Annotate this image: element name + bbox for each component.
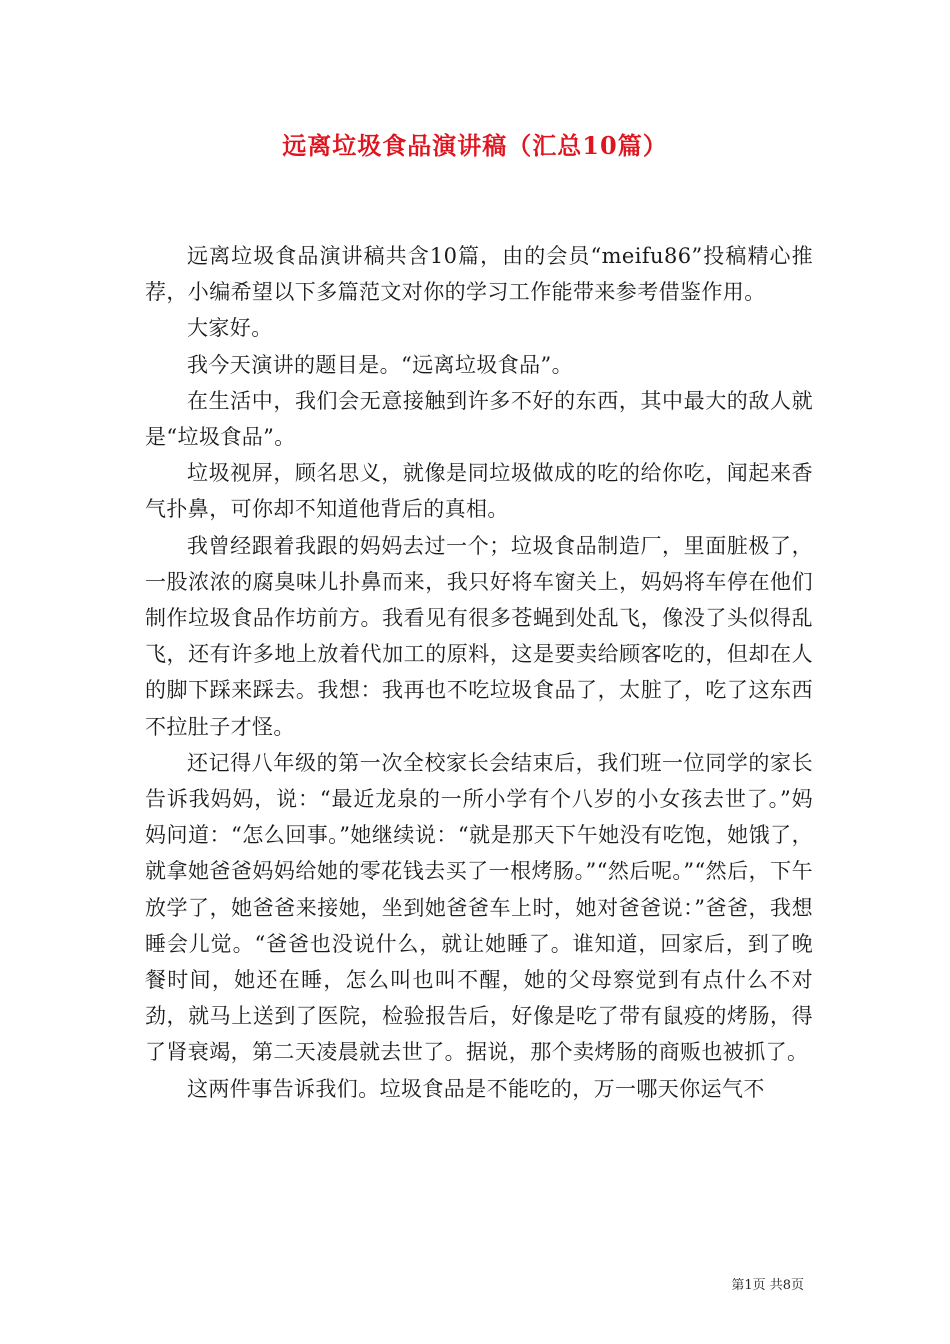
paragraph-intro: 远离垃圾食品演讲稿共含10篇，由的会员“meifu86”投稿精心推荐，小编希望以下多篇范文对你的学习工作能带来参考借鉴作用。: [145, 244, 813, 305]
paragraph-conclusion: 这两件事告诉我们。垃圾食品是不能吃的，万一哪天你运气不: [187, 1076, 765, 1101]
paragraph-greeting: 大家好。: [187, 316, 273, 341]
paragraph-story: 还记得八年级的第一次全校家长会结束后，我们班一位同学的家长告诉我妈妈，说：“最近龙泉的一所小学有个八岁的小女孩去世了。”妈妈问道：“怎么回事。”她继续说：“就是那天下午她没有吃饱，她饿了，就拿她爸爸妈妈给她的零花钱去买了一根烤肠。”“然后呢。”“然后，下午放学了，她爸爸来接她，坐到她爸爸车上时，她对爸爸说：”爸爸，我想睡会儿觉。“爸爸也没说什么，就让她睡了。谁知道，回家后，到了晚餐时间，她还在睡，怎么叫也叫不醒，她的父母察觉到有点什么不对劲，就马上送到了医院，检验报告后，好像是吃了带有鼠疫的烤肠，得了肾衰竭，第二天凌晨就去世了。据说，那个卖烤肠的商贩也被抓了。: [145, 750, 813, 1065]
page-number: 第1页 共8页: [731, 1278, 804, 1293]
paragraph-enemy: 在生活中，我们会无意接触到许多不好的东西，其中最大的敌人就是“垃圾食品”。: [145, 388, 813, 450]
document-body: [145, 238, 813, 1107]
paragraph-factory: 我曾经跟着我跟的妈妈去过一个；垃圾食品制造厂，里面脏极了，一股浓浓的腐臭味儿扑鼻而来，我只好将车窗关上，妈妈将车停在他们制作垃圾食品作坊前方。我看见有很多苍蝇到处乱飞，像没了头似得乱飞，还有许多地上放着代加工的原料，这是要卖给顾客吃的，但却在人的脚下踩来踩去。我想：我再也不吃垃圾食品了，太脏了，吃了这东西不拉肚子才怪。: [145, 533, 813, 739]
paragraph-definition: 垃圾视屏，顾名思义，就像是同垃圾做成的吃的给你吃，闻起来香气扑鼻，可你却不知道他背后的真相。: [145, 461, 813, 522]
paragraph-topic: 我今天演讲的题目是。“远离垃圾食品”。: [187, 352, 574, 377]
document-title: 远离垃圾食品演讲稿（汇总10篇）: [282, 131, 668, 160]
